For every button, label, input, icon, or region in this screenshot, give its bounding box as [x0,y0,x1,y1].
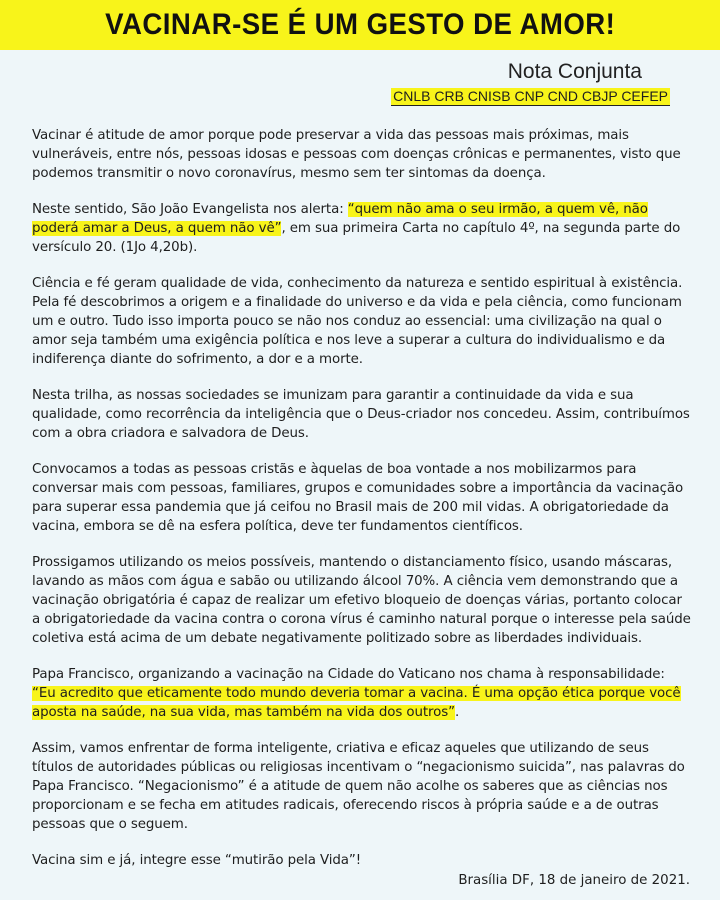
paragraph-5: Convocamos a todas as pessoas cristãs e àquelas de boa vontade a nos mobilizarmos para conversar mais com pessoas, familiares, grupos e comunidades sobre a importância da vacinação para superar essa pandemia que já ceifou no Brasil mais de 200 mil vidas. A obrigatoriedade da vacina, embora se dê na esfera política, deve ter fundamentos científicos. [32,462,684,534]
note-title: Nota Conjunta [507,60,642,83]
paragraph-2-rest: , em sua primeira Carta no capítulo 4º, na segunda parte do versículo 20. (1Jo 4,20b). [32,221,681,255]
paragraph-2 [32,200,692,257]
page-title: VACINAR-SE É UM GESTO DE AMOR! [104,8,616,41]
paragraph-8: Assim, vamos enfrentar de forma inteligente, criativa e eficaz aqueles que utilizando de seus títulos de autoridades públicas ou religiosas incentivam o “negacionismo suicida”, nas palavras do Papa Francisco. “Negacionismo” é a atitude de quem não acolhe os saberes que as ciências nos proporcionam e se fecha em atitudes radicais, oferecendo riscos à própria saúde e a de outras pessoas que o seguem. [32,741,685,832]
paragraph-7-intro: Papa Francisco, organizando a vacinação na Cidade do Vaticano nos chama à responsabilidade: [32,667,665,682]
paragraph-3: Ciência e fé geram qualidade de vida, conhecimento da natureza e sentido espiritual à existência. Pela fé descobrimos a origem e a finalidade do universo e da vida e pela ciência, como funcionam um e outro. Tudo isso importa pouco se não nos conduz ao essencial: uma civilização na qual o amor seja também uma exigência política e nos leve a superar a cultura do individualismo e da indiferença diante do sofrimento, a dor e a morte. [32,276,683,367]
paragraph-4: Nesta trilha, as nossas sociedades se imunizam para garantir a continuidade da vida e sua qualidade, como recorrência da inteligência que o Deus-criador nos concedeu. Assim, contribuímos com a obra criadora e salvadora de Deus. [32,388,690,441]
pope-quote-highlight: “Eu acredito que eticamente todo mundo deveria tomar a vacina. É uma opção ética porque você aposta na saúde, na sua vida, mas também na vida dos outros” [32,686,681,720]
paragraph-7 [32,665,692,722]
organizations-line: CNLB CRB CNISB CNP CND CBJP CEFEP [393,88,668,104]
note-header [391,60,670,106]
date-line: Brasília DF, 18 de janeiro de 2021. [458,873,690,888]
title-banner [0,0,720,50]
paragraph-2-intro: Neste sentido, São João Evangelista nos alerta: [32,202,348,217]
paragraph-9: Vacina sim e já, integre esse “mutirão pela Vida”! [32,853,361,868]
bible-quote-highlight: “quem não ama o seu irmão, a quem vê, não poderá amar a Deus, a quem não vê” [32,202,648,236]
paragraph-6: Prossigamos utilizando os meios possíveis, mantendo o distanciamento físico, usando máscaras, lavando as mãos com água e sabão ou utilizando álcool 70%. A ciência vem demonstrando que a vacinação obrigatória é capaz de realizar um efetivo bloqueio de doenças várias, portanto colocar a obrigatoriedade da vacina contra o corona vírus é caminho natural porque o interesse pela saúde coletiva está acima de um debate negativamente politizado sobre as liberdades individuais. [32,555,691,646]
paragraph-7-rest: . [454,705,460,720]
document-body [32,126,692,887]
paragraph-1: Vacinar é atitude de amor porque pode preservar a vida das pessoas mais próximas, mais vulneráveis, entre nós, pessoas idosas e pessoas com doenças crônicas e permanentes, visto que podemos transmitir o novo coronavírus, mesmo sem ter sintomas da doença. [32,128,681,181]
